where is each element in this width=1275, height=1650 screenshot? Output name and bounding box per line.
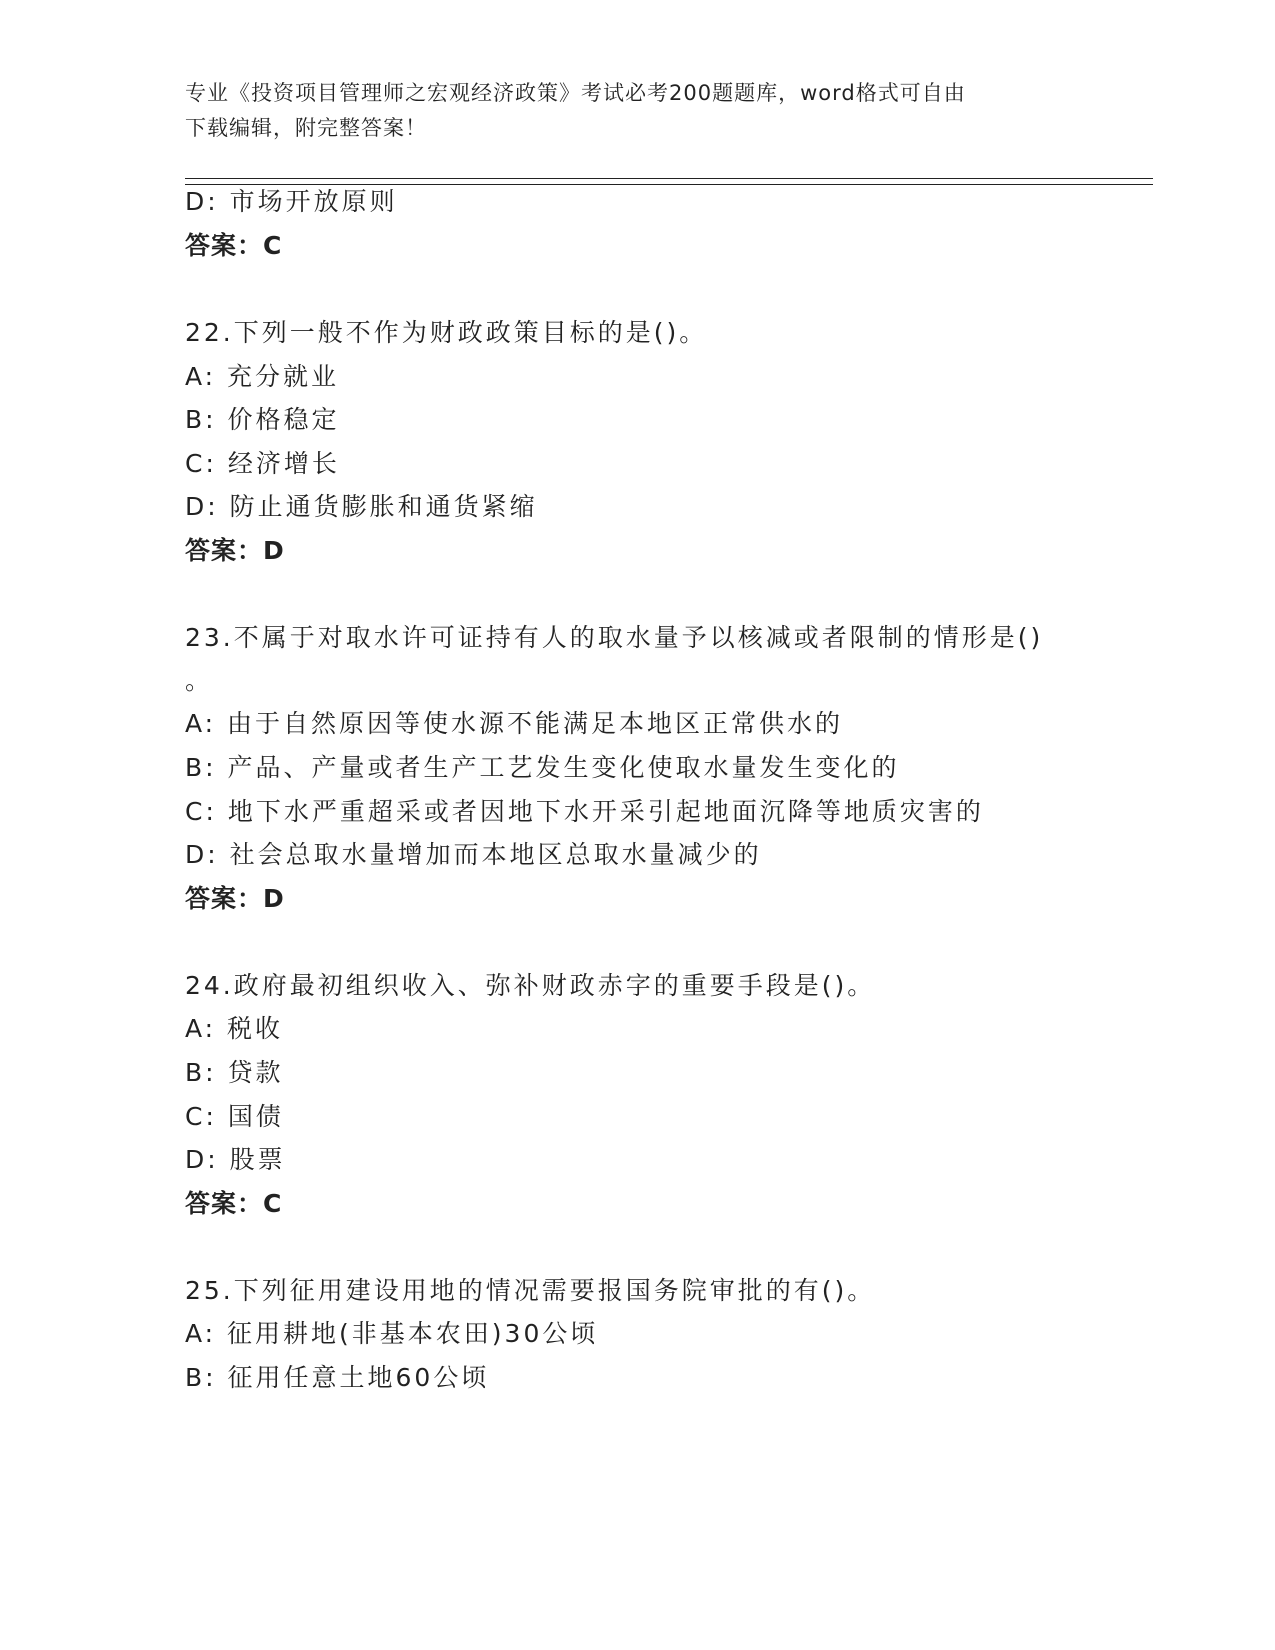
header-rule-top bbox=[185, 178, 1153, 179]
q25-option-b: B: 征用任意土地60公顷 bbox=[185, 1363, 490, 1392]
header-line-2: 下载编辑，附完整答案！ bbox=[185, 116, 427, 140]
q23-option-a: A: 由于自然原因等使水源不能满足本地区正常供水的 bbox=[185, 709, 844, 738]
q24-option-c: C: 国债 bbox=[185, 1102, 284, 1131]
q22-option-d: D: 防止通货膨胀和通货紧缩 bbox=[185, 492, 538, 521]
q23-option-b: B: 产品、产量或者生产工艺发生变化使取水量发生变化的 bbox=[185, 753, 900, 782]
q24-option-b: B: 贷款 bbox=[185, 1058, 284, 1087]
q23-option-c: C: 地下水严重超采或者因地下水开采引起地面沉降等地质灾害的 bbox=[185, 797, 984, 826]
q24-question: 24.政府最初组织收入、弥补财政赤字的重要手段是()。 bbox=[185, 971, 876, 1000]
header-rule-bottom bbox=[185, 184, 1153, 185]
q24-option-a: A: 税收 bbox=[185, 1014, 284, 1043]
q22-answer: 答案：D bbox=[185, 536, 285, 565]
q22-question: 22.下列一般不作为财政政策目标的是()。 bbox=[185, 318, 708, 347]
header-line-1: 专业《投资项目管理师之宏观经济政策》考试必考200题题库，word格式可自由 bbox=[185, 81, 966, 105]
q22-option-a: A: 充分就业 bbox=[185, 362, 340, 391]
prev-option-d: D: 市场开放原则 bbox=[185, 187, 398, 216]
q23-question-line-1: 23.不属于对取水许可证持有人的取水量予以核减或者限制的情形是() bbox=[185, 623, 1044, 652]
q23-answer: 答案：D bbox=[185, 884, 285, 913]
q24-option-d: D: 股票 bbox=[185, 1145, 286, 1174]
q23-option-d: D: 社会总取水量增加而本地区总取水量减少的 bbox=[185, 840, 762, 869]
q22-option-b: B: 价格稳定 bbox=[185, 405, 340, 434]
q25-question: 25.下列征用建设用地的情况需要报国务院审批的有()。 bbox=[185, 1276, 876, 1305]
q24-answer: 答案：C bbox=[185, 1189, 283, 1218]
q23-question-line-2: 。 bbox=[185, 666, 214, 695]
prev-answer: 答案：C bbox=[185, 231, 283, 260]
q22-option-c: C: 经济增长 bbox=[185, 449, 340, 478]
q25-option-a: A: 征用耕地(非基本农田)30公顷 bbox=[185, 1319, 599, 1348]
document-header bbox=[185, 76, 1065, 146]
